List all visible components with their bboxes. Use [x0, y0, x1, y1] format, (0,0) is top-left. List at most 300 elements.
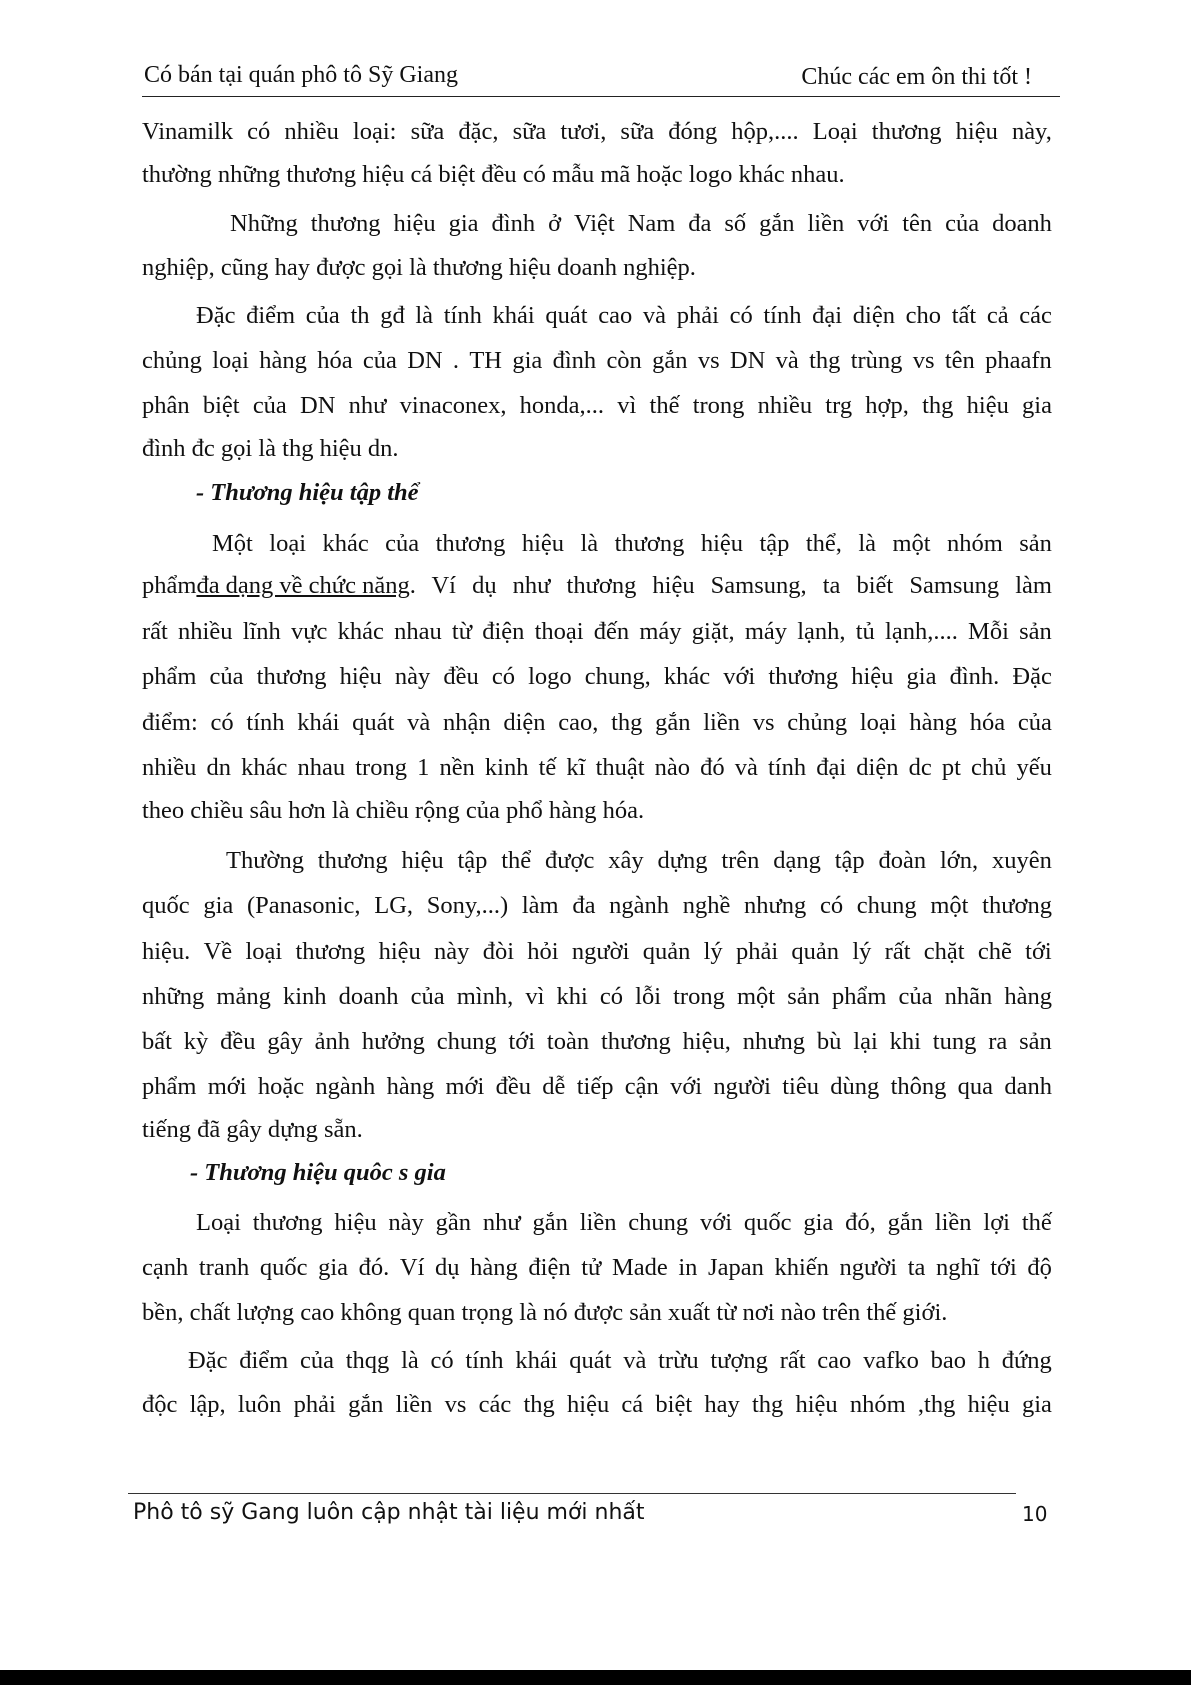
word: đòi [482, 938, 514, 965]
word: nhau [394, 618, 442, 645]
word: thông [890, 1073, 947, 1100]
word: đó. [358, 1254, 390, 1281]
word: đứng [1001, 1347, 1052, 1374]
word: hiệu, [682, 1028, 731, 1055]
word: cận [624, 1073, 659, 1100]
word: Nam [627, 210, 676, 237]
word: là [858, 530, 876, 557]
word: nghĩ [936, 1254, 980, 1281]
word: quát [569, 1347, 612, 1374]
text-line [142, 937, 1052, 967]
word: là [580, 530, 599, 557]
word: tung [932, 1028, 977, 1055]
word: vực [291, 618, 328, 645]
word: dạng [773, 847, 821, 874]
word: dùng [830, 1073, 880, 1100]
word: diện [852, 302, 895, 329]
word: gđ [380, 302, 405, 329]
word: đó [700, 754, 725, 781]
word: loại [212, 347, 249, 374]
word: rất [779, 1347, 806, 1374]
word: đoàn [878, 847, 927, 874]
section-heading-national-brand: - Thương hiệu quôc s gia [190, 1159, 446, 1186]
word: hiệu [393, 210, 436, 237]
word: vs [912, 347, 935, 374]
page-number: 10 [1022, 1502, 1048, 1526]
word: thg [611, 709, 643, 736]
word: mới [207, 1073, 247, 1100]
word: các [1019, 302, 1052, 329]
word: nhóm [947, 530, 1003, 557]
word: thể [501, 847, 532, 874]
word: là [415, 302, 434, 329]
text-line [142, 708, 1052, 738]
word: Vinamilk [142, 118, 234, 145]
word: đóng [668, 118, 718, 145]
word: danh [1004, 1073, 1052, 1100]
word: chủng [142, 347, 202, 374]
word: hàng [470, 1254, 518, 1281]
word: giặt, [691, 618, 735, 645]
word: khiến [774, 1254, 829, 1281]
word: khác [322, 530, 369, 557]
word: thg [523, 1391, 555, 1418]
word: doanh [992, 210, 1052, 237]
text-line [142, 1253, 1052, 1283]
text-line [142, 571, 1052, 601]
word: số [724, 210, 747, 237]
word: chung, [584, 663, 651, 690]
word: tế [538, 754, 557, 781]
word: của [209, 663, 244, 690]
text-line [142, 662, 1052, 692]
word: th [350, 302, 370, 329]
text-line [142, 1027, 1052, 1057]
word: hộp,.... [731, 118, 799, 145]
word: chung [856, 892, 917, 919]
word: độ [1027, 1254, 1052, 1281]
word: và [775, 347, 799, 374]
word: sản [1019, 530, 1052, 557]
word: ở [548, 210, 562, 237]
word: nhiều [142, 754, 197, 781]
word: điện [528, 1254, 571, 1281]
word: cá [621, 1391, 644, 1418]
word: quản [791, 938, 840, 965]
word: lạnh,.... [885, 618, 958, 645]
word: loại [245, 938, 283, 965]
word: rất [142, 618, 168, 645]
word: hiệu [334, 1209, 377, 1236]
word: tranh [198, 1254, 250, 1281]
word: nhiều [178, 618, 233, 645]
word: hiệu [339, 663, 382, 690]
word: bao [930, 1347, 966, 1374]
word: cao [817, 1347, 852, 1374]
word: TH [469, 347, 502, 374]
word: tập [759, 530, 790, 557]
word: khái [297, 709, 340, 736]
word: trong [355, 754, 407, 781]
word: thể, [805, 530, 842, 557]
word: còn [606, 347, 642, 374]
word: tới [508, 1028, 536, 1055]
word: thg [751, 1391, 784, 1418]
word: hàng [1004, 983, 1052, 1010]
word: quốc [142, 892, 190, 919]
word: h [977, 1347, 991, 1374]
word: Japan [708, 1254, 764, 1281]
word: gia [1022, 392, 1052, 419]
word: lập, [189, 1391, 226, 1418]
word: khác [241, 754, 288, 781]
word: lợi [983, 1209, 1010, 1236]
word: nhóm [849, 1391, 906, 1418]
word: sản [1019, 1028, 1052, 1055]
word: độc [142, 1391, 178, 1418]
word: hiệu [966, 392, 1009, 419]
header-left-text: Có bán tại quán phô tô Sỹ Giang [144, 62, 458, 88]
text-line: nghiệp, cũng hay được gọi là thương hiệu doanh nghiệp. [142, 254, 696, 281]
word: hiệu. [142, 938, 191, 965]
word: thương [256, 663, 327, 690]
word: hiệu [967, 1391, 1010, 1418]
word: khác [663, 663, 711, 690]
word: (Panasonic, [246, 892, 361, 919]
word: Sony,...) [426, 892, 509, 919]
word: Đặc [196, 302, 236, 329]
word: trong [673, 983, 725, 1010]
word: nền [439, 754, 475, 781]
word: cạnh [142, 1254, 189, 1281]
word: thuật [595, 754, 645, 781]
word: gia [906, 663, 937, 690]
word: thương [435, 530, 506, 557]
word: trừu [658, 1347, 699, 1374]
word: tính [763, 302, 802, 329]
section-heading-collective-brand: - Thương hiệu tập thể [196, 479, 419, 506]
text-line [142, 117, 1052, 147]
word: xây [608, 847, 644, 874]
text-line [230, 209, 1052, 239]
word: vs [444, 1391, 467, 1418]
word: doanh [338, 983, 399, 1010]
word: DN [407, 347, 443, 374]
word: bất [142, 1028, 172, 1055]
word: quát [545, 302, 588, 329]
word: phân [142, 392, 190, 419]
word: phaafn [985, 347, 1052, 374]
word: biệt [655, 1391, 693, 1418]
word: trên [721, 847, 760, 874]
word: kinh [282, 983, 327, 1010]
word: trong [692, 392, 745, 419]
word: chung [436, 1028, 497, 1055]
word: liền [934, 1209, 972, 1236]
word: tên [902, 210, 933, 237]
word: Việt [574, 210, 615, 237]
word: của [305, 302, 340, 329]
word: quốc [743, 1209, 792, 1236]
word: có [819, 892, 844, 919]
word: có [210, 709, 234, 736]
word: hưởng [361, 1028, 425, 1055]
word: sản [1019, 618, 1052, 645]
word: đó, [845, 1209, 876, 1236]
word: hoặc [257, 1073, 305, 1100]
text-line [142, 391, 1052, 421]
word: vafko [863, 1347, 919, 1374]
word: gắn [532, 1209, 568, 1236]
word: đại [816, 754, 847, 781]
word: lĩnh [242, 618, 281, 645]
text-line [196, 1208, 1052, 1238]
word: một [892, 530, 931, 557]
word: thương [317, 847, 388, 874]
word: người [571, 938, 630, 965]
word: cao [598, 302, 633, 329]
word: tất [951, 302, 977, 329]
word: liền [807, 210, 845, 237]
word: từ [451, 618, 472, 645]
word: đều [443, 663, 479, 690]
word: có [247, 118, 271, 145]
word: kỳ [183, 1028, 209, 1055]
word: đặc, [458, 118, 499, 145]
word: là [401, 1347, 419, 1374]
word: luôn [237, 1391, 282, 1418]
word: phẩm [142, 1073, 197, 1100]
word: toàn [546, 1028, 590, 1055]
word: cao, [558, 709, 599, 736]
word: vs [697, 347, 720, 374]
word: diện [503, 709, 546, 736]
word: với [700, 1209, 733, 1236]
word: liền [579, 1209, 617, 1236]
scan-edge-band [0, 1670, 1191, 1685]
word: và [407, 709, 431, 736]
word: đều [220, 1028, 256, 1055]
word: LG, [374, 892, 414, 919]
word: của [299, 1347, 334, 1374]
word: thương [614, 530, 685, 557]
word: tập [457, 847, 488, 874]
word: tới [990, 1254, 1017, 1281]
word: hiệu [795, 1391, 838, 1418]
word: hóa [317, 347, 353, 374]
underlined-phrase: đa dạng về chức năng [196, 572, 410, 599]
word: lại [853, 1028, 878, 1055]
word: của [362, 347, 397, 374]
word: ta [907, 1254, 926, 1281]
word: này [434, 938, 470, 965]
word: vì [617, 392, 637, 419]
word: dựng [657, 847, 708, 874]
word: Những [230, 210, 298, 237]
word: hay [704, 1391, 740, 1418]
word: nhưng [742, 1028, 806, 1055]
word: đa [688, 210, 712, 237]
word: người [839, 1254, 898, 1281]
word: gắn [652, 347, 688, 374]
word: hỏi [527, 938, 559, 965]
word: cho [905, 302, 942, 329]
word: Loại [812, 118, 858, 145]
word: nhãn [944, 983, 993, 1010]
word: vs [752, 709, 775, 736]
text-line [142, 617, 1052, 647]
word: của [898, 983, 933, 1010]
word: loại [269, 530, 307, 557]
word: của [945, 210, 980, 237]
word: máy [639, 618, 682, 645]
word: phải [293, 1391, 336, 1418]
word: sản [787, 983, 820, 1010]
word: Loại [196, 1209, 241, 1236]
word: nhiều [757, 392, 813, 419]
word: rất [884, 938, 911, 965]
word: tử [581, 1254, 602, 1281]
text-line [142, 891, 1052, 921]
header-right-text: Chúc các em ôn thi tốt ! [801, 64, 1032, 90]
word: tiếp [576, 1073, 614, 1100]
word: vinaconex, [399, 392, 507, 419]
word: lý [852, 938, 872, 965]
word: thg [922, 392, 954, 419]
word: gắn [348, 1391, 384, 1418]
word: ngành [315, 1073, 376, 1100]
word: có [729, 302, 753, 329]
footer-divider [128, 1493, 1016, 1494]
word: thương [768, 663, 839, 690]
word: tươi, [560, 118, 607, 145]
word: đình [491, 210, 536, 237]
text-line: tiếng đã gây dựng sẵn. [142, 1116, 363, 1143]
word: Ví [399, 1254, 425, 1281]
word: ảnh [314, 1028, 350, 1055]
word: hàng [386, 1073, 435, 1100]
word: tính [443, 302, 482, 329]
word: gây [267, 1028, 303, 1055]
word: có [430, 1347, 454, 1374]
word: kĩ [566, 754, 586, 781]
word: nhận [442, 709, 491, 736]
word: Đặc [1012, 663, 1052, 690]
word: Một [212, 530, 253, 557]
word: . [452, 347, 460, 374]
footer-text: Phô tô sỹ Gang luôn cập nhật tài liệu mới nhất [133, 1500, 645, 1525]
word: tính [246, 709, 285, 736]
word: thương [295, 938, 366, 965]
word: một [930, 892, 969, 919]
word: phẩm [142, 663, 197, 690]
word: DN [300, 392, 336, 419]
word: nào [654, 754, 691, 781]
word: khi [889, 1028, 921, 1055]
word: liền [703, 709, 740, 736]
word: của [385, 530, 420, 557]
text-line [142, 982, 1052, 1012]
word: sữa [410, 118, 445, 145]
word: in [678, 1254, 698, 1281]
word: dễ [542, 1073, 566, 1100]
word: và [623, 1347, 647, 1374]
word: máy [744, 618, 788, 645]
word: chủng [787, 709, 848, 736]
word: những [142, 983, 205, 1010]
word: lạnh, [797, 618, 846, 645]
word: đến [593, 618, 630, 645]
word: Made [611, 1254, 668, 1281]
word: điểm [239, 1347, 289, 1374]
word: hàng [259, 347, 307, 374]
word: như [482, 1209, 521, 1236]
word: Đặc [188, 1347, 228, 1374]
word: ,thg [917, 1391, 956, 1418]
word: 1 [417, 754, 430, 781]
word: trùng [850, 347, 903, 374]
word: phẩm [831, 983, 887, 1010]
word: qua [957, 1073, 994, 1100]
word: dụ [435, 1254, 460, 1281]
word: thương [982, 892, 1052, 919]
word: như [348, 392, 387, 419]
word: thương [600, 1028, 671, 1055]
word: gắn [655, 709, 691, 736]
word: pt [941, 754, 961, 781]
word: thương [871, 118, 942, 145]
word: Về [203, 938, 233, 965]
word: honda,... [519, 392, 605, 419]
word: tính [768, 754, 807, 781]
word: chủ [970, 754, 1007, 781]
word: lý [703, 938, 723, 965]
word: làm [521, 892, 559, 919]
word: gắn [759, 210, 795, 237]
word: tập [834, 847, 865, 874]
word: trg [825, 392, 853, 419]
word: mình, [456, 983, 514, 1010]
word: với [857, 210, 890, 237]
text-line [142, 346, 1052, 376]
word: khác [337, 618, 384, 645]
word: sữa [512, 118, 547, 145]
word: gia [448, 210, 479, 237]
word: này [394, 663, 431, 690]
text-line [212, 529, 1052, 559]
word: này, [1011, 118, 1052, 145]
word: này [388, 1209, 424, 1236]
word: kinh [484, 754, 529, 781]
text-run: phẩm [142, 572, 197, 599]
text-line [142, 753, 1052, 783]
word: sữa [620, 118, 655, 145]
word: thoại [534, 618, 584, 645]
word: điện [482, 618, 525, 645]
word: lỗi [635, 983, 662, 1010]
word: gia [512, 347, 543, 374]
word: gần [435, 1209, 472, 1236]
word: chẽ [977, 938, 1012, 965]
word: liền [395, 1391, 433, 1418]
text-line: thường những thương hiệu cá biệt đều có mẫu mã hoặc logo khác nhau. [142, 161, 845, 188]
word: của [410, 983, 445, 1010]
word: đại [812, 302, 843, 329]
word: ra [988, 1028, 1008, 1055]
word: xuyên [991, 847, 1052, 874]
word: có [599, 983, 624, 1010]
text-line [142, 1072, 1052, 1102]
